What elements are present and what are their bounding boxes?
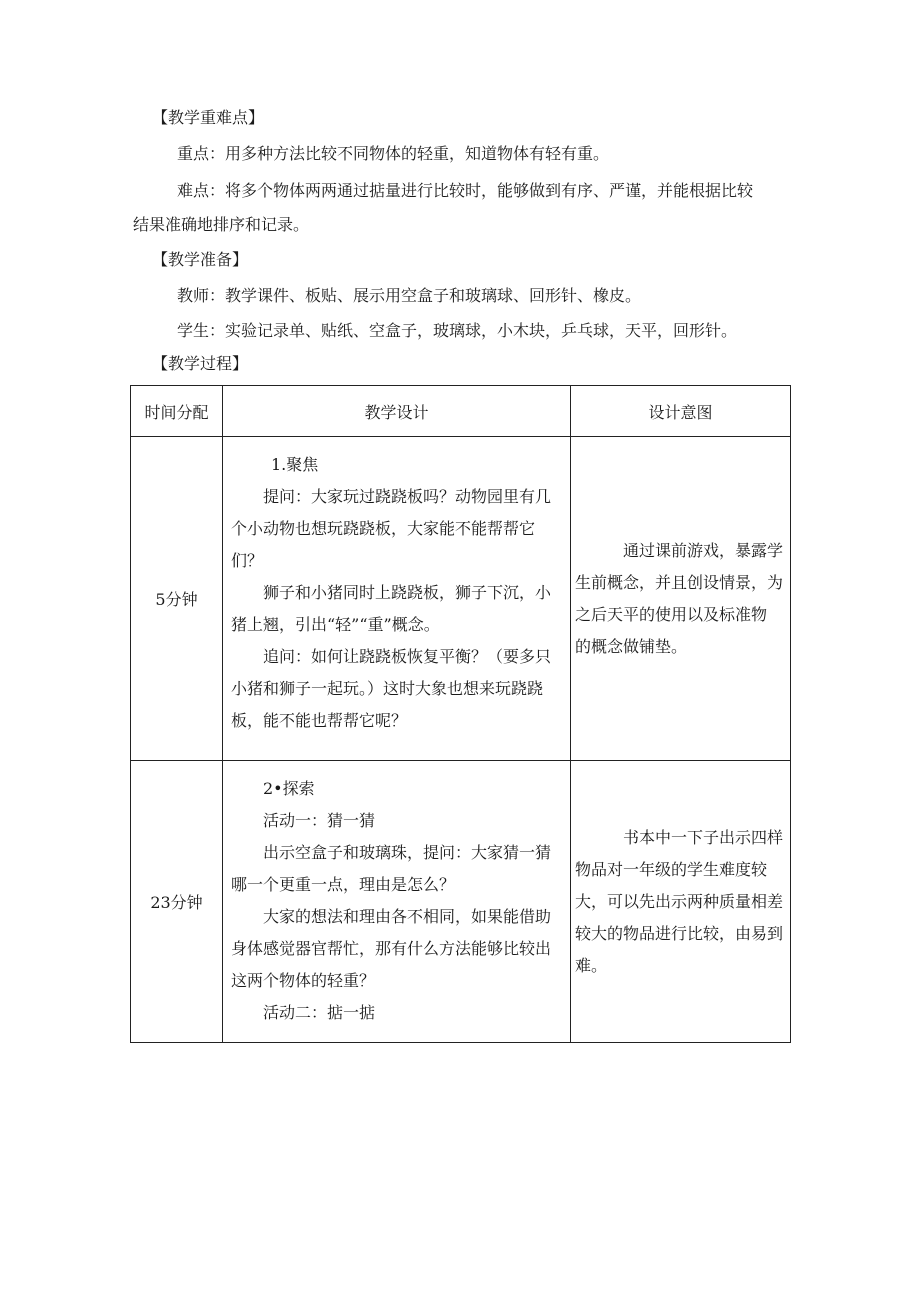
design-line: 2•探索 [263, 779, 315, 798]
design-line: 追问：如何让跷跷板恢复平衡？（要多只 [263, 647, 552, 666]
intent-line: 较大的物品进行比较，由易到 [575, 923, 784, 943]
intent-line: 难。 [575, 955, 608, 975]
intent-line: 之后天平的使用以及标准物 [575, 604, 768, 624]
design-line: 1.聚焦 [271, 455, 319, 474]
intent-line: 大，可以先出示两种质量相差 [575, 891, 784, 911]
design-line: 大家的想法和理由各不相同，如果能借助 [263, 907, 552, 926]
design-line: 猪上翘，引出“轻”“重”概念。 [231, 615, 440, 634]
intent-cell [571, 761, 791, 1043]
design-line: 小猪和狮子一起玩。）这时大象也想来玩跷跷 [231, 679, 544, 698]
lesson-process-table [130, 385, 791, 1043]
intent-line: 通过课前游戏，暴露学 [623, 540, 784, 560]
header-time: 时间分配 [131, 386, 223, 437]
key-difficult-heading: 【教学重难点】 [152, 108, 265, 127]
design-line: 这两个物体的轻重？ [231, 971, 376, 990]
design-line: 出示空盒子和玻璃珠，提问：大家猜一猜 [263, 843, 552, 862]
intent-line: 的概念做铺垫。 [575, 636, 688, 656]
header-intent: 设计意图 [571, 386, 791, 437]
design-line: 提问：大家玩过跷跷板吗？动物园里有几 [263, 487, 552, 506]
design-line: 活动二：掂一掂 [263, 1003, 376, 1022]
preparation-heading: 【教学准备】 [152, 250, 249, 269]
design-line: 哪一个更重一点，理由是怎么？ [231, 875, 456, 894]
process-heading: 【教学过程】 [152, 354, 249, 373]
intent-line: 书本中一下子出示四样 [623, 827, 784, 847]
intent-cell [571, 437, 791, 761]
time-cell: 5分钟 [131, 437, 223, 761]
difficult-point-text-cont: 结果准确地排序和记录。 [133, 215, 310, 234]
intent-line: 生前概念，并且创设情景，为 [575, 572, 784, 592]
design-line: 个小动物也想玩跷跷板，大家能不能帮帮它们？ [231, 519, 536, 570]
design-line: 活动一：猜一猜 [263, 811, 376, 830]
difficult-point-text: 难点：将多个物体两两通过掂量进行比较时，能够做到有序、严谨，并能根据比较 [177, 181, 754, 200]
teacher-prep-text: 教师：教学课件、板贴、展示用空盒子和玻璃球、回形针、橡皮。 [177, 286, 642, 305]
header-design: 教学设计 [223, 386, 571, 437]
design-line: 板，能不能也帮帮它呢？ [231, 711, 408, 730]
student-prep-text: 学生：实验记录单、贴纸、空盒子，玻璃球，小木块，乒乓球，天平，回形针。 [177, 321, 738, 340]
table-header-row [131, 386, 791, 437]
design-line: 狮子和小猪同时上跷跷板，狮子下沉，小 [263, 583, 552, 602]
design-line: 身体感觉器官帮忙，那有什么方法能够比较出 [231, 939, 552, 958]
key-point-text: 重点：用多种方法比较不同物体的轻重，知道物体有轻有重。 [177, 144, 610, 163]
design-cell [223, 437, 571, 761]
intent-line: 物品对一年级的学生难度较 [575, 859, 768, 879]
table-row [131, 761, 791, 1043]
time-cell: 23分钟 [131, 761, 223, 1043]
table-row [131, 437, 791, 761]
design-cell [223, 761, 571, 1043]
